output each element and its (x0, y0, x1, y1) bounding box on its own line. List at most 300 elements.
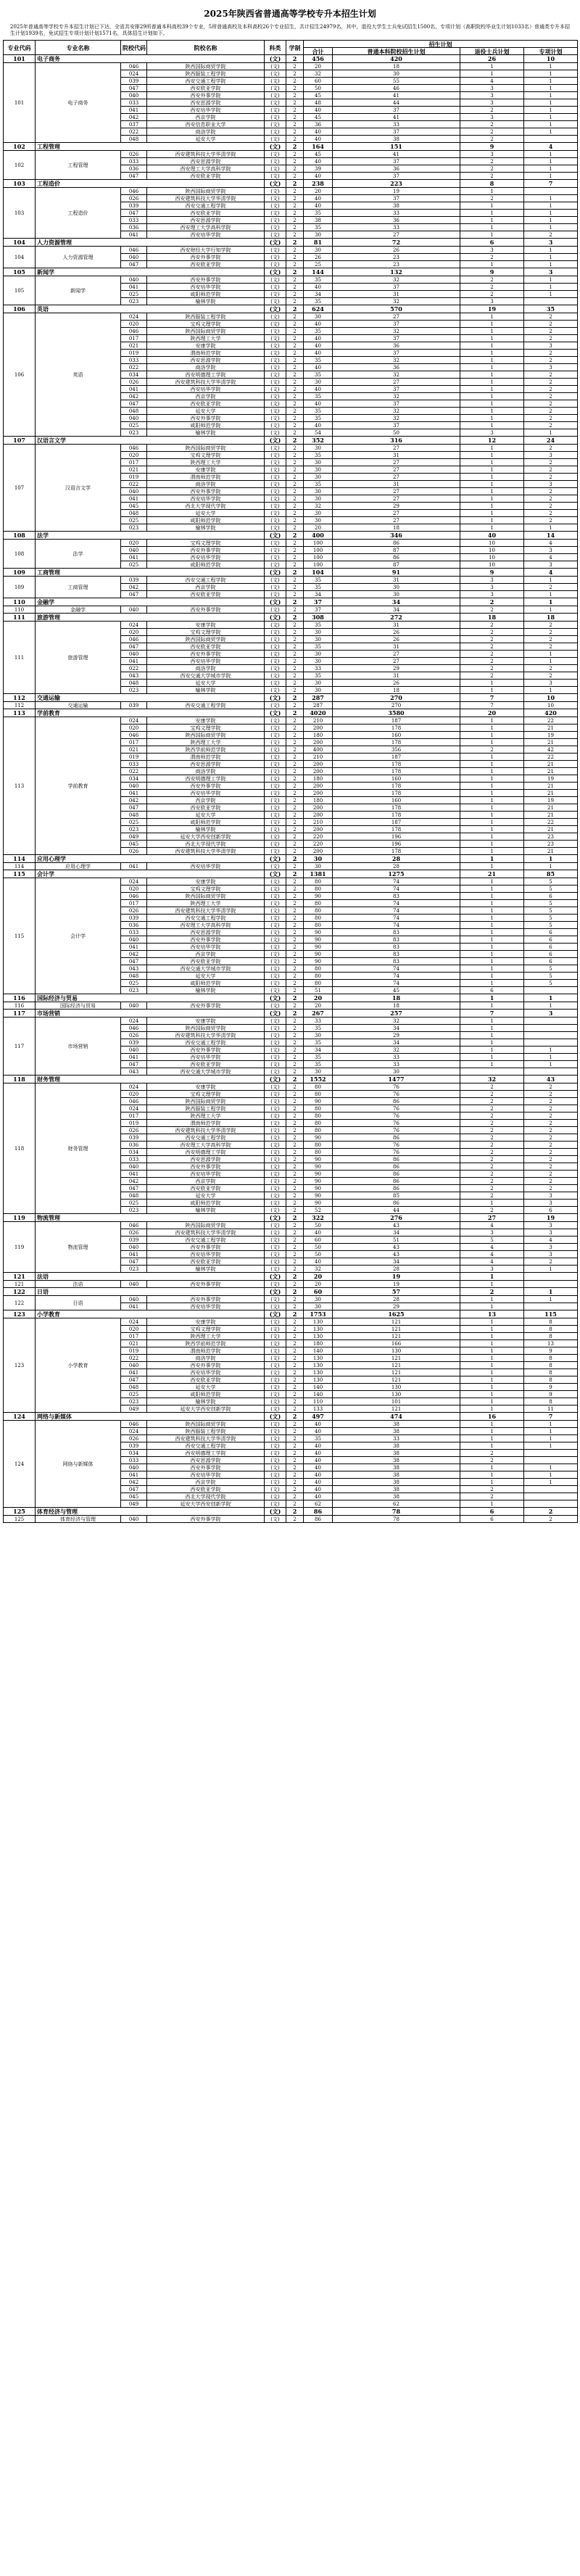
major-name: 市场营销 (36, 1010, 265, 1017)
school-total: 80 (304, 973, 333, 980)
school-type: (文) (265, 878, 286, 886)
school-name: 西安外事学院 (147, 783, 265, 790)
school-name: 西安欧亚学院 (147, 1185, 265, 1192)
school-years: 2 (286, 151, 304, 158)
major-veteran: 7 (460, 694, 524, 702)
school-name: 陕西国际商贸学院 (147, 445, 265, 452)
major-type: (文) (265, 1273, 286, 1281)
school-total: 35 (304, 408, 333, 415)
school-years: 2 (286, 291, 304, 298)
major-special: 85 (524, 870, 578, 878)
school-special: 1 (524, 107, 578, 114)
school-veteran: 1 (460, 1405, 524, 1413)
school-general: 33 (333, 224, 460, 231)
school-special (524, 1017, 578, 1025)
school-type: (文) (265, 797, 286, 804)
school-special: 2 (524, 1163, 578, 1171)
school-veteran: 1 (460, 732, 524, 739)
school-years: 2 (286, 848, 304, 855)
major-name: 法学 (36, 532, 265, 540)
major-code-span: 104 (4, 247, 36, 268)
school-total: 52 (304, 1207, 333, 1214)
school-name: 榆林学院 (147, 298, 265, 305)
school-general: 178 (333, 783, 460, 790)
school-name: 西安交通工程学院 (147, 915, 265, 922)
school-total: 35 (304, 393, 333, 400)
school-total: 287 (304, 702, 333, 709)
school-special: 1 (524, 85, 578, 92)
school-type: (文) (265, 987, 286, 994)
school-general: 74 (333, 900, 460, 907)
school-general: 36 (333, 165, 460, 173)
school-type: (文) (265, 754, 286, 761)
major-veteran: 27 (460, 1214, 524, 1222)
school-special: 2 (524, 466, 578, 474)
school-special: 2 (524, 643, 578, 651)
school-general: 51 (333, 1237, 460, 1244)
school-total: 130 (304, 1333, 333, 1340)
school-code: 042 (121, 797, 147, 804)
school-name: 西安外事学院 (147, 606, 265, 614)
school-veteran: 1 (460, 481, 524, 488)
major-name-span: 工程管理 (36, 151, 121, 180)
school-special: 6 (524, 929, 578, 936)
school-general: 160 (333, 775, 460, 783)
major-name: 日语 (36, 1288, 265, 1296)
school-years: 2 (286, 1091, 304, 1098)
school-general: 83 (333, 951, 460, 958)
school-row (4, 878, 578, 886)
school-code: 022 (121, 481, 147, 488)
school-type: (文) (265, 1149, 286, 1156)
school-type: (文) (265, 1127, 286, 1134)
school-total: 30 (304, 488, 333, 495)
major-total: 4020 (304, 709, 333, 717)
school-years: 2 (286, 165, 304, 173)
school-name: 榆林学院 (147, 987, 265, 994)
school-special: 1 (524, 276, 578, 284)
school-type: (文) (265, 261, 286, 268)
school-code: 040 (121, 1281, 147, 1288)
school-name: 西安外事学院 (147, 254, 265, 261)
major-row (4, 180, 578, 188)
school-code: 046 (121, 188, 147, 195)
school-name: 安康学院 (147, 1318, 265, 1326)
school-name: 延安大学 (147, 973, 265, 980)
school-code: 042 (121, 951, 147, 958)
school-type: (文) (265, 577, 286, 584)
school-total: 35 (304, 1061, 333, 1068)
school-years: 2 (286, 893, 304, 900)
school-type: (文) (265, 217, 286, 224)
major-row (4, 305, 578, 313)
school-general: 28 (333, 1266, 460, 1273)
major-type: (文) (265, 239, 286, 247)
school-code: 036 (121, 224, 147, 231)
school-type: (文) (265, 524, 286, 532)
school-code: 034 (121, 1450, 147, 1457)
school-years: 2 (286, 1435, 304, 1442)
school-code: 040 (121, 415, 147, 422)
school-veteran: 2 (460, 1457, 524, 1464)
school-special: 2 (524, 495, 578, 503)
school-veteran: 2 (460, 636, 524, 643)
school-name: 西安财经大学行知学院 (147, 247, 265, 254)
school-veteran: 2 (460, 1156, 524, 1163)
school-general: 23 (333, 261, 460, 268)
school-type: (文) (265, 1200, 286, 1207)
school-veteran (460, 1068, 524, 1076)
school-special: 1 (524, 261, 578, 268)
school-general: 33 (333, 1061, 460, 1068)
school-name: 西安培华学院 (147, 495, 265, 503)
school-type: (文) (265, 833, 286, 841)
school-special: 1 (524, 1421, 578, 1428)
school-row (4, 276, 578, 284)
school-general: 38 (333, 1479, 460, 1486)
school-years: 2 (286, 1098, 304, 1105)
school-code: 026 (121, 195, 147, 202)
school-code: 039 (121, 915, 147, 922)
school-years: 2 (286, 231, 304, 239)
school-years: 2 (286, 1017, 304, 1025)
school-code: 019 (121, 1120, 147, 1127)
header-plan: 招生计划 (304, 41, 578, 48)
school-total: 210 (304, 754, 333, 761)
school-code: 033 (121, 357, 147, 364)
school-name: 西安欧亚学院 (147, 958, 265, 965)
major-special: 19 (524, 1214, 578, 1222)
school-veteran: 10 (460, 554, 524, 561)
school-total: 200 (304, 804, 333, 812)
major-name-span: 新闻学 (36, 276, 121, 305)
school-code: 025 (121, 517, 147, 524)
school-total: 140 (304, 1384, 333, 1391)
school-veteran: 1 (460, 1384, 524, 1391)
school-years: 2 (286, 761, 304, 768)
school-veteran: 3 (460, 85, 524, 92)
school-row (4, 717, 578, 724)
school-general: 187 (333, 717, 460, 724)
school-veteran: 2 (460, 1171, 524, 1178)
major-code-span: 107 (4, 445, 36, 532)
major-name-span: 物流管理 (36, 1222, 121, 1273)
school-general: 27 (333, 474, 460, 481)
school-name: 渭南师范学院 (147, 754, 265, 761)
school-years: 2 (286, 1032, 304, 1039)
school-special: 6 (524, 1207, 578, 1214)
school-name: 榆林学院 (147, 429, 265, 437)
school-code: 039 (121, 1442, 147, 1450)
major-total: 30 (304, 855, 333, 863)
school-type: (文) (265, 1405, 286, 1413)
school-code: 021 (121, 466, 147, 474)
school-general: 36 (333, 364, 460, 371)
school-special: 23 (524, 841, 578, 848)
major-veteran: 8 (460, 180, 524, 188)
school-general: 178 (333, 724, 460, 732)
school-type: (文) (265, 495, 286, 503)
school-years: 2 (286, 577, 304, 584)
school-special: 8 (524, 1333, 578, 1340)
school-total: 90 (304, 1192, 333, 1200)
school-name: 西安建筑科技大学华清学院 (147, 1032, 265, 1039)
school-code: 039 (121, 202, 147, 210)
school-special: 13 (524, 1340, 578, 1347)
school-years: 2 (286, 915, 304, 922)
school-total: 40 (304, 1428, 333, 1435)
school-type: (文) (265, 1025, 286, 1032)
major-name: 财务管理 (36, 1076, 265, 1083)
school-special (524, 298, 578, 305)
school-years: 2 (286, 298, 304, 305)
school-veteran: 1 (460, 1333, 524, 1340)
school-code: 041 (121, 944, 147, 951)
school-special: 2 (524, 636, 578, 643)
school-code: 033 (121, 217, 147, 224)
school-total: 40 (304, 422, 333, 429)
school-veteran: 1 (460, 261, 524, 268)
school-code: 025 (121, 1200, 147, 1207)
school-veteran: 2 (460, 606, 524, 614)
school-row (4, 188, 578, 195)
school-general: 32 (333, 393, 460, 400)
school-total: 40 (304, 1442, 333, 1450)
school-total: 140 (304, 1391, 333, 1398)
school-veteran: 1 (460, 1479, 524, 1486)
school-total: 100 (304, 547, 333, 554)
school-special: 1 (524, 121, 578, 128)
school-veteran: 1 (460, 202, 524, 210)
major-total: 81 (304, 239, 333, 247)
school-type: (文) (265, 936, 286, 944)
major-special: 3 (524, 268, 578, 276)
school-general: 37 (333, 284, 460, 291)
school-years: 2 (286, 1281, 304, 1288)
school-type: (文) (265, 900, 286, 907)
school-name: 渭南师范学院 (147, 350, 265, 357)
major-general: 1625 (333, 1310, 460, 1318)
school-total: 35 (304, 622, 333, 629)
school-special: 2 (524, 357, 578, 364)
school-special: 1 (524, 651, 578, 658)
school-type: (文) (265, 1192, 286, 1200)
school-code: 040 (121, 1362, 147, 1369)
school-general: 18 (333, 63, 460, 70)
school-type: (文) (265, 1258, 286, 1266)
school-veteran: 10 (460, 561, 524, 569)
school-years: 2 (286, 1258, 304, 1266)
school-name: 渭南师范学院 (147, 474, 265, 481)
school-name: 西北大学现代学院 (147, 1493, 265, 1500)
school-special: 1 (524, 78, 578, 85)
major-total: 322 (304, 1214, 333, 1222)
school-years: 2 (286, 680, 304, 687)
school-general: 178 (333, 761, 460, 768)
school-years: 2 (286, 717, 304, 724)
school-years: 2 (286, 92, 304, 99)
school-general: 130 (333, 1391, 460, 1398)
school-type: (文) (265, 672, 286, 680)
school-type: (文) (265, 1479, 286, 1486)
school-code: 040 (121, 1296, 147, 1303)
school-code: 048 (121, 408, 147, 415)
major-name-span: 电子商务 (36, 63, 121, 143)
major-general: 132 (333, 268, 460, 276)
school-veteran: 1 (460, 503, 524, 510)
school-total: 80 (304, 1127, 333, 1134)
school-type: (文) (265, 371, 286, 379)
major-years: 2 (286, 305, 304, 313)
school-general: 83 (333, 893, 460, 900)
school-years: 2 (286, 584, 304, 591)
school-special: 1 (524, 158, 578, 165)
major-code-span: 111 (4, 622, 36, 694)
school-type: (文) (265, 510, 286, 517)
school-name: 陕西国际商贸学院 (147, 1025, 265, 1032)
major-name: 新闻学 (36, 268, 265, 276)
school-special: 21 (524, 848, 578, 855)
school-general: 37 (333, 195, 460, 202)
school-type: (文) (265, 1054, 286, 1061)
school-code: 048 (121, 1384, 147, 1391)
school-general: 43 (333, 1251, 460, 1258)
school-years: 2 (286, 121, 304, 128)
school-code: 019 (121, 1347, 147, 1355)
school-years: 2 (286, 606, 304, 614)
school-special: 19 (524, 797, 578, 804)
school-type: (文) (265, 231, 286, 239)
major-code-span: 103 (4, 188, 36, 239)
school-code: 047 (121, 85, 147, 92)
major-general: 316 (333, 437, 460, 445)
school-veteran: 1 (460, 1002, 524, 1010)
school-years: 2 (286, 790, 304, 797)
school-type: (文) (265, 1134, 286, 1142)
school-type: (文) (265, 561, 286, 569)
school-total: 30 (304, 1303, 333, 1310)
school-veteran: 1 (460, 775, 524, 783)
school-type: (文) (265, 658, 286, 665)
school-veteran: 1 (460, 900, 524, 907)
school-general: 37 (333, 321, 460, 328)
school-years: 2 (286, 944, 304, 951)
school-name: 西安欧亚学院 (147, 1258, 265, 1266)
major-total: 164 (304, 143, 333, 151)
school-name: 西安欧亚学院 (147, 804, 265, 812)
school-type: (文) (265, 1493, 286, 1500)
school-type: (文) (265, 944, 286, 951)
school-code: 025 (121, 561, 147, 569)
school-years: 2 (286, 826, 304, 833)
school-years: 2 (286, 1464, 304, 1471)
school-name: 西安交通工程学院 (147, 202, 265, 210)
school-special: 4 (524, 554, 578, 561)
school-name: 西安思源学院 (147, 929, 265, 936)
school-general: 130 (333, 1384, 460, 1391)
school-name: 西安欧亚学院 (147, 1376, 265, 1384)
school-years: 2 (286, 415, 304, 422)
school-code: 036 (121, 165, 147, 173)
school-name: 西安培华学院 (147, 284, 265, 291)
school-name: 陕西国际商贸学院 (147, 732, 265, 739)
major-total: 1381 (304, 870, 333, 878)
school-veteran: 1 (460, 488, 524, 495)
school-special: 21 (524, 812, 578, 819)
school-total: 130 (304, 1318, 333, 1326)
school-years: 2 (286, 1347, 304, 1355)
school-type: (文) (265, 1178, 286, 1185)
school-years: 2 (286, 210, 304, 217)
school-general: 32 (333, 298, 460, 305)
school-type: (文) (265, 1229, 286, 1237)
major-name-span: 学前教育 (36, 717, 121, 855)
school-name: 咸阳师范学院 (147, 517, 265, 524)
school-general: 28 (333, 863, 460, 870)
school-total: 40 (304, 1493, 333, 1500)
header-veteran: 退役士兵计划 (460, 48, 524, 55)
major-type: (文) (265, 1508, 286, 1516)
school-name: 安康学院 (147, 1017, 265, 1025)
school-general: 76 (333, 1105, 460, 1112)
school-general: 74 (333, 907, 460, 915)
school-general: 270 (333, 702, 460, 709)
school-veteran: 2 (460, 1083, 524, 1091)
school-name: 商洛学院 (147, 128, 265, 136)
school-years: 2 (286, 1479, 304, 1486)
school-years: 2 (286, 1039, 304, 1046)
school-name: 榆林学院 (147, 687, 265, 694)
school-name: 西安理工大学高科学院 (147, 224, 265, 231)
school-code: 047 (121, 958, 147, 965)
major-code: 103 (4, 180, 36, 188)
school-name: 延安大学 (147, 510, 265, 517)
school-code: 040 (121, 651, 147, 658)
major-name-span: 日语 (36, 1296, 121, 1310)
school-special: 2 (524, 321, 578, 328)
school-special (524, 1303, 578, 1310)
school-type: (文) (265, 1207, 286, 1214)
school-veteran: 1 (460, 328, 524, 335)
school-years: 2 (286, 1112, 304, 1120)
school-total: 86 (304, 1516, 333, 1523)
school-years: 2 (286, 973, 304, 980)
major-veteran: 9 (460, 569, 524, 577)
major-veteran: 2 (460, 1288, 524, 1296)
school-code: 041 (121, 1251, 147, 1258)
school-years: 2 (286, 1362, 304, 1369)
school-veteran: 3 (460, 1229, 524, 1237)
school-total: 200 (304, 724, 333, 732)
document-note: 2025年普通高等学校专升本招生计划已下达，全省共安排29所普通本科高校39个专业，5所普通高校及本科高校26个专业招生，共计招生24979名，其中，退役大学生士兵免试招生1500名，专项计划（高职院校毕业生计划1033名）普通类专升本招生计划1939名，免试招生专项计划计划1571名，具体招生计划如下。 (10, 24, 570, 36)
school-special: 2 (524, 584, 578, 591)
school-years: 2 (286, 1421, 304, 1428)
school-general: 178 (333, 826, 460, 833)
school-veteran: 2 (460, 128, 524, 136)
school-name: 西安培华学院 (147, 1054, 265, 1061)
school-general: 19 (333, 1281, 460, 1288)
school-type: (文) (265, 400, 286, 408)
major-special: 4 (524, 569, 578, 577)
school-type: (文) (265, 540, 286, 547)
school-name: 西安外事学院 (147, 276, 265, 284)
school-special: 2 (524, 1156, 578, 1163)
major-name-span: 法语 (36, 1281, 121, 1288)
major-name: 电子商务 (36, 55, 265, 63)
school-total: 26 (304, 254, 333, 261)
school-total: 90 (304, 1098, 333, 1105)
school-general: 32 (333, 276, 460, 284)
